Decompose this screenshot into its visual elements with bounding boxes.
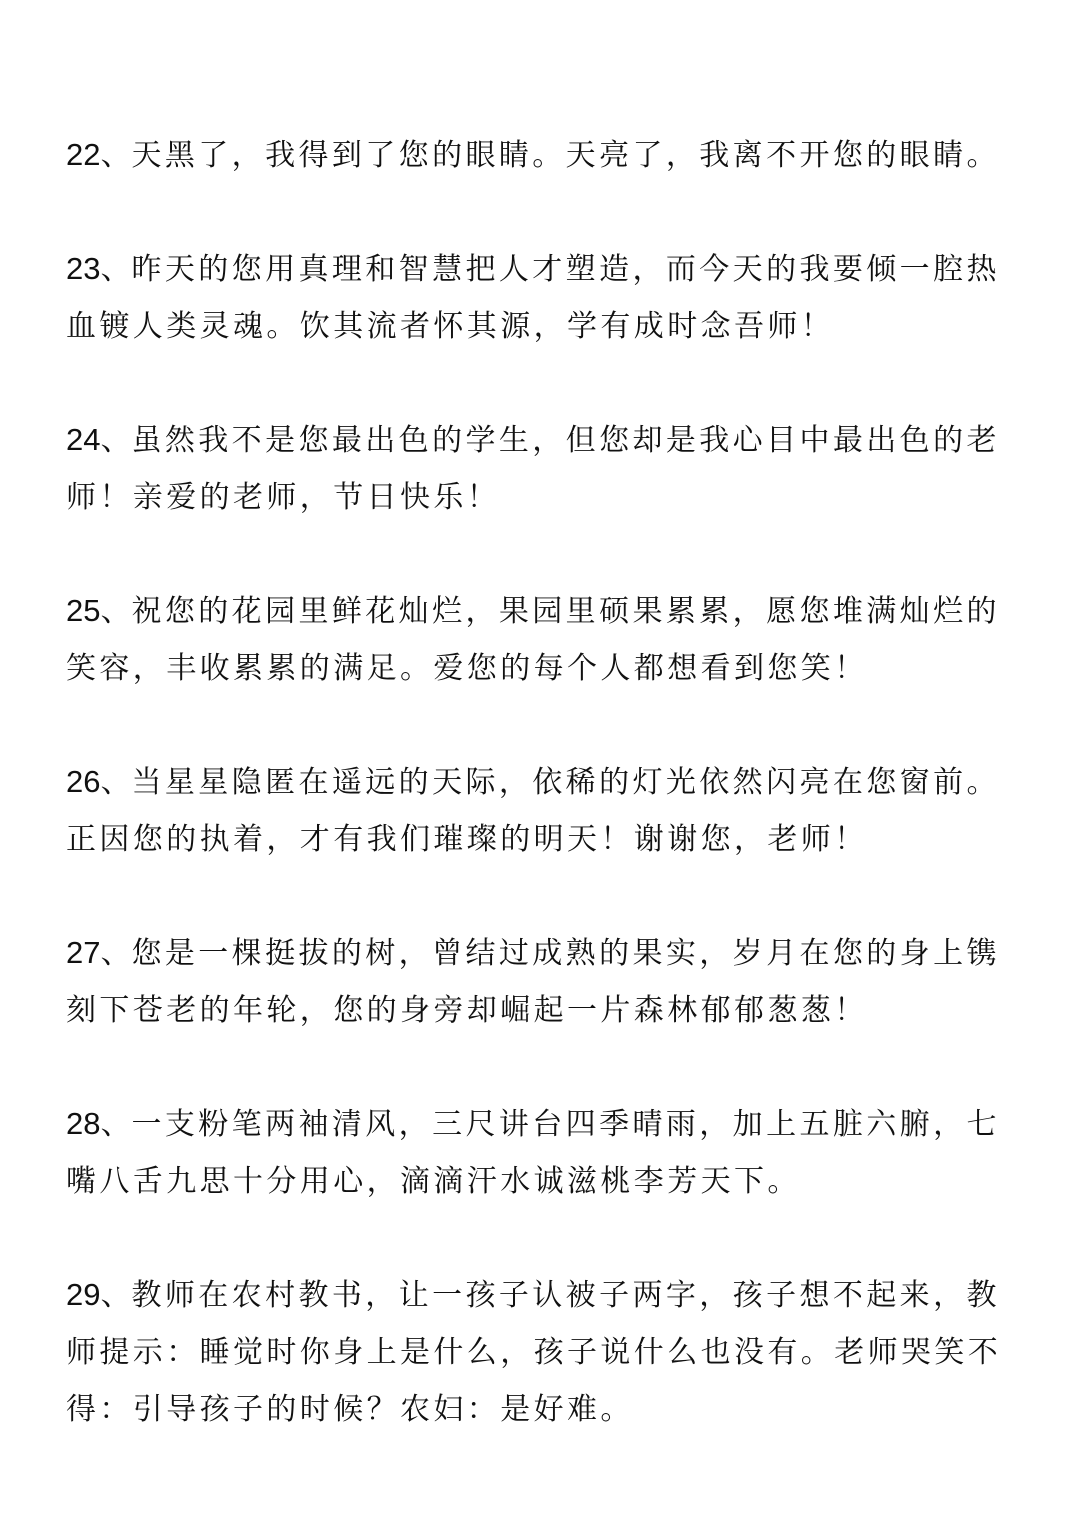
item-number: 26、 — [66, 764, 132, 799]
document-page — [66, 126, 1016, 1438]
list-item-29 — [66, 1266, 1016, 1438]
item-text: 您是一棵挺拔的树，曾结过成熟的果实，岁月在您的身上镌刻下苍老的年轮，您的身旁却崛起一片森林郁郁葱葱！ — [66, 936, 1000, 1028]
item-number: 23、 — [66, 251, 132, 286]
list-item-25 — [66, 582, 1016, 697]
item-text: 昨天的您用真理和智慧把人才塑造，而今天的我要倾一腔热血镀人类灵魂。饮其流者怀其源，学有成时念吾师！ — [66, 252, 1000, 344]
item-text: 一支粉笔两袖清风，三尺讲台四季晴雨，加上五脏六腑，七嘴八舌九思十分用心，滴滴汗水诚滋桃李芳天下。 — [66, 1107, 1000, 1199]
item-text: 祝您的花园里鲜花灿烂，果园里硕果累累，愿您堆满灿烂的笑容，丰收累累的满足。爱您的每个人都想看到您笑！ — [66, 594, 1000, 686]
item-number: 27、 — [66, 935, 132, 970]
item-number: 22、 — [66, 137, 132, 172]
item-text: 教师在农村教书，让一孩子认被子两字，孩子想不起来，教师提示：睡觉时你身上是什么，孩子说什么也没有。老师哭笑不得：引导孩子的时候？农妇：是好难。 — [66, 1278, 1002, 1427]
item-number: 29、 — [66, 1277, 132, 1312]
list-item-28 — [66, 1095, 1016, 1210]
item-number: 24、 — [66, 422, 132, 457]
list-item-22 — [66, 126, 1016, 184]
list-item-27 — [66, 924, 1016, 1039]
list-item-23 — [66, 240, 1016, 355]
item-text: 当星星隐匿在遥远的天际，依稀的灯光依然闪亮在您窗前。正因您的执着，才有我们璀璨的明天！谢谢您，老师！ — [66, 765, 1000, 857]
item-text: 虽然我不是您最出色的学生，但您却是我心目中最出色的老师！亲爱的老师，节日快乐！ — [66, 423, 1000, 515]
list-item-24 — [66, 411, 1016, 526]
item-text: 天黑了，我得到了您的眼睛。天亮了，我离不开您的眼睛。 — [131, 138, 1000, 173]
item-number: 28、 — [66, 1106, 132, 1141]
item-number: 25、 — [66, 593, 132, 628]
list-item-26 — [66, 753, 1016, 868]
